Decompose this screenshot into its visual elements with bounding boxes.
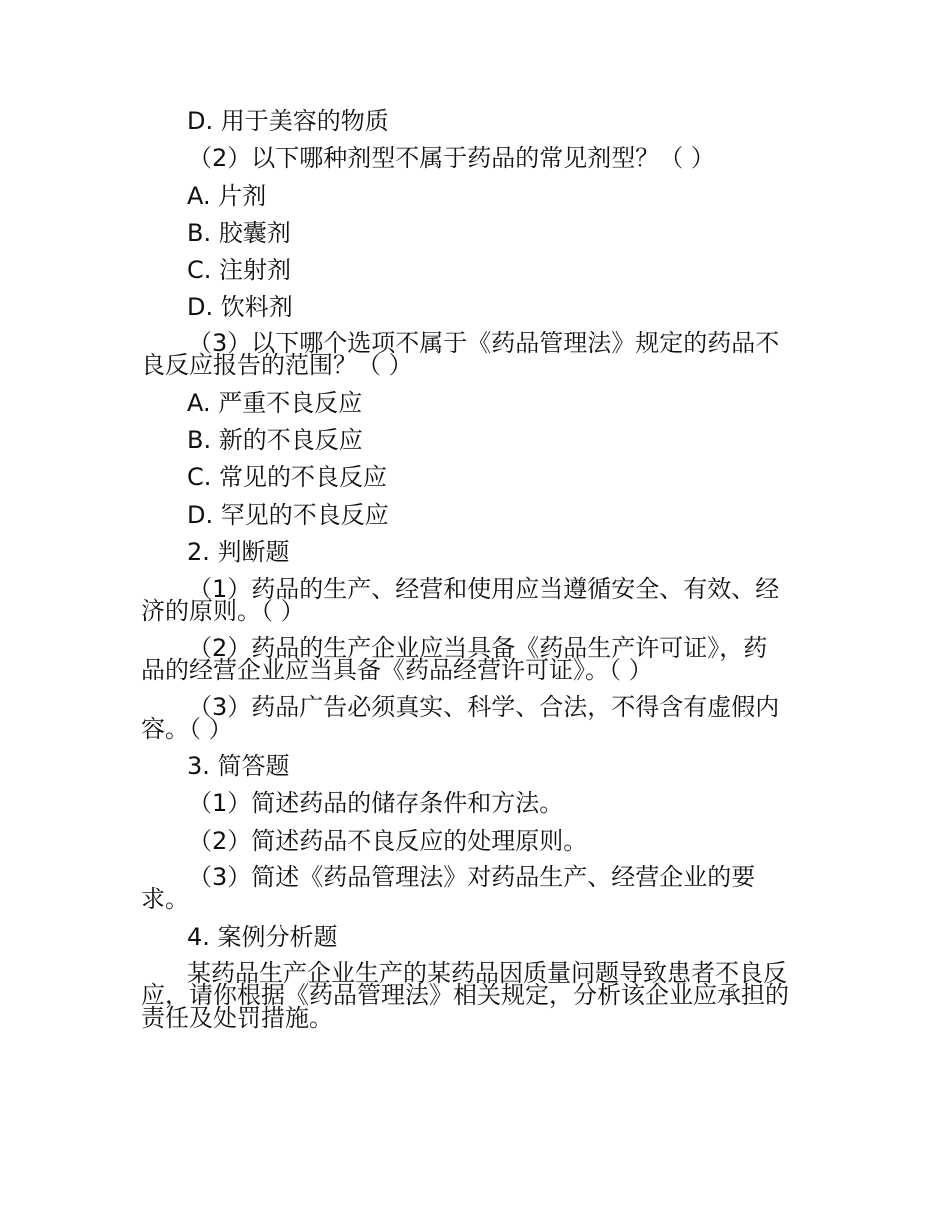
section-heading-true-false: 2. 判断题 — [187, 538, 290, 566]
q1-sub3-option-a: A. 严重不良反应 — [187, 389, 363, 417]
q1-sub2-option-a: A. 片剂 — [187, 182, 267, 210]
q1-sub3-option-c: C. 常见的不良反应 — [187, 463, 388, 491]
q2-item2-line2: 品的经营企业应当具备《药品经营许可证》。（ ） — [141, 656, 653, 684]
q3-item3-line2: 求。 — [141, 885, 189, 913]
section-heading-short-answer: 3. 简答题 — [187, 752, 290, 780]
q1-sub2-option-c: C. 注射剂 — [187, 256, 292, 284]
q1-sub2-question: （2）以下哪种剂型不属于药品的常见剂型？（ ） — [188, 144, 715, 172]
q1-sub3-option-b: B. 新的不良反应 — [187, 426, 363, 454]
q1-sub3-question-line2: 良反应报告的范围？（ ） — [141, 351, 413, 379]
q2-item2-line1: （2）药品的生产企业应当具备《药品生产许可证》，药 — [188, 634, 768, 662]
q1-sub2-option-d: D. 饮料剂 — [187, 293, 293, 321]
q2-item3-line1: （3）药品广告必须真实、科学、合法，不得含有虚假内 — [188, 693, 780, 721]
section-heading-case-analysis: 4. 案例分析题 — [187, 923, 338, 951]
q2-item3-line2: 容。（ ） — [141, 715, 233, 743]
q3-item2: （2）简述药品不良反应的处理原则。 — [188, 827, 588, 855]
q3-item3-line1: （3）简述《药品管理法》对药品生产、经营企业的要 — [188, 863, 756, 891]
case-text-line3: 责任及处罚措施。 — [141, 1004, 333, 1032]
q1-sub2-option-b: B. 胶囊剂 — [187, 219, 291, 247]
q1-sub3-question-line1: （3）以下哪个选项不属于《药品管理法》规定的药品不 — [188, 329, 780, 357]
q2-item1-line2: 济的原则。（ ） — [141, 597, 305, 625]
case-text-line2: 应，请你根据《药品管理法》相关规定，分析该企业应承担的 — [141, 981, 789, 1009]
q2-item1-line1: （1）药品的生产、经营和使用应当遵循安全、有效、经 — [188, 575, 780, 603]
case-text-line1: 某药品生产企业生产的某药品因质量问题导致患者不良反 — [187, 959, 787, 987]
q3-item1: （1）简述药品的储存条件和方法。 — [188, 789, 564, 817]
q1-option-d: D. 用于美容的物质 — [187, 107, 389, 135]
q1-sub3-option-d: D. 罕见的不良反应 — [187, 501, 389, 529]
